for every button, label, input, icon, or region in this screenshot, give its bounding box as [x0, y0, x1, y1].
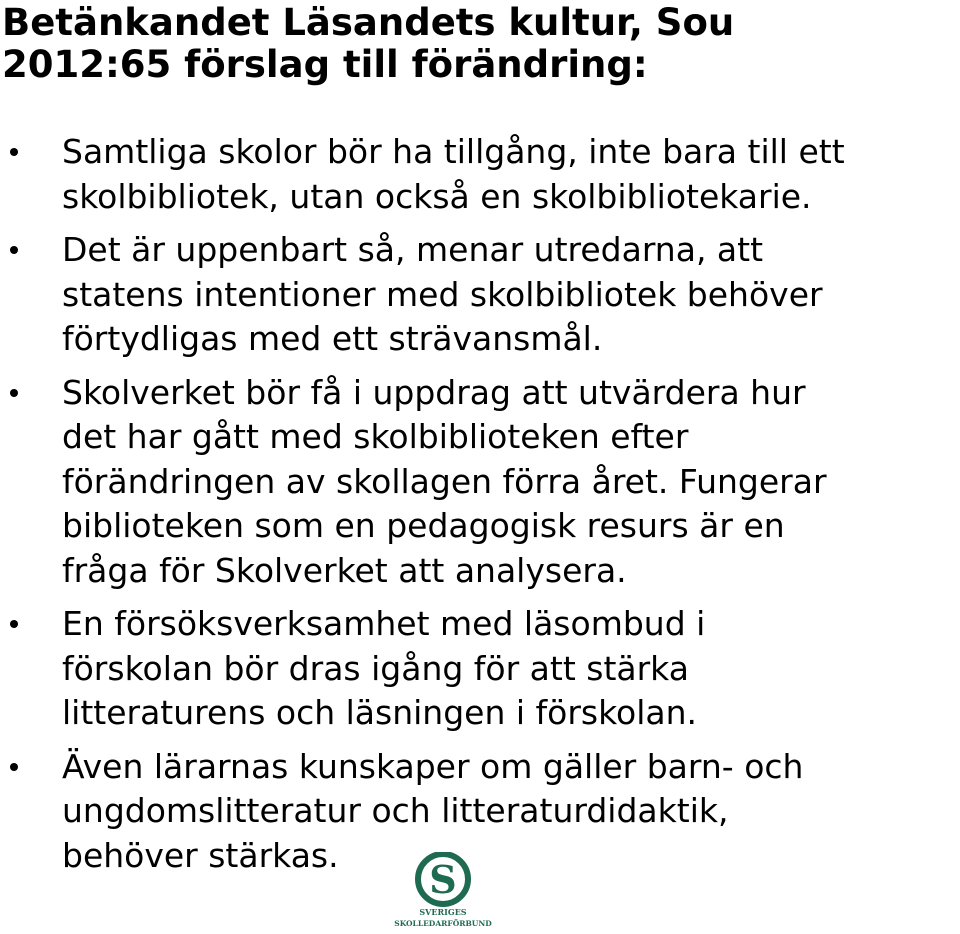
- logo-text-line-2: SKOLLEDARFÖRBUND: [394, 919, 492, 928]
- title-line-2: 2012:65 förslag till förändring:: [2, 43, 648, 86]
- title-line-1: Betänkandet Läsandets kultur, Sou: [2, 1, 735, 44]
- bullet-item: Det är uppenbart så, menar utredarna, att statens intentioner med skolbibliotek behöver förtydligas med ett strävansmål.: [0, 228, 960, 362]
- logo-icon: [388, 852, 498, 930]
- logo-letter: S: [429, 857, 457, 902]
- bullet-item: Skolverket bör få i uppdrag att utvärdera hur det har gått med skolbiblioteken efter förändringen av skollagen förra året. Fungerar biblioteken som en pedagogisk resurs är en fråga för Skolverket att analysera.: [0, 371, 960, 594]
- bullet-dot-icon: [10, 389, 18, 397]
- bullet-dot-icon: [10, 148, 18, 156]
- bullet-list: [0, 130, 960, 887]
- slide-title: [2, 2, 952, 86]
- logo-text-line-1: SVERIGES: [419, 907, 467, 917]
- bullet-item: En försöksverksamhet med läsombud i förskolan bör dras igång för att stärka litteraturens och läsningen i förskolan.: [0, 602, 960, 736]
- bullet-item: Även lärarnas kunskaper om gäller barn- och ungdomslitteratur och litteraturdidaktik, behöver stärkas.: [0, 745, 960, 879]
- bullet-dot-icon: [10, 620, 18, 628]
- bullet-dot-icon: [10, 763, 18, 771]
- bullet-dot-icon: [10, 246, 18, 254]
- bullet-item: Samtliga skolor bör ha tillgång, inte bara till ett skolbibliotek, utan också en skolbibliotekarie.: [0, 130, 960, 219]
- sveriges-skolledarforbund-logo: [388, 852, 498, 930]
